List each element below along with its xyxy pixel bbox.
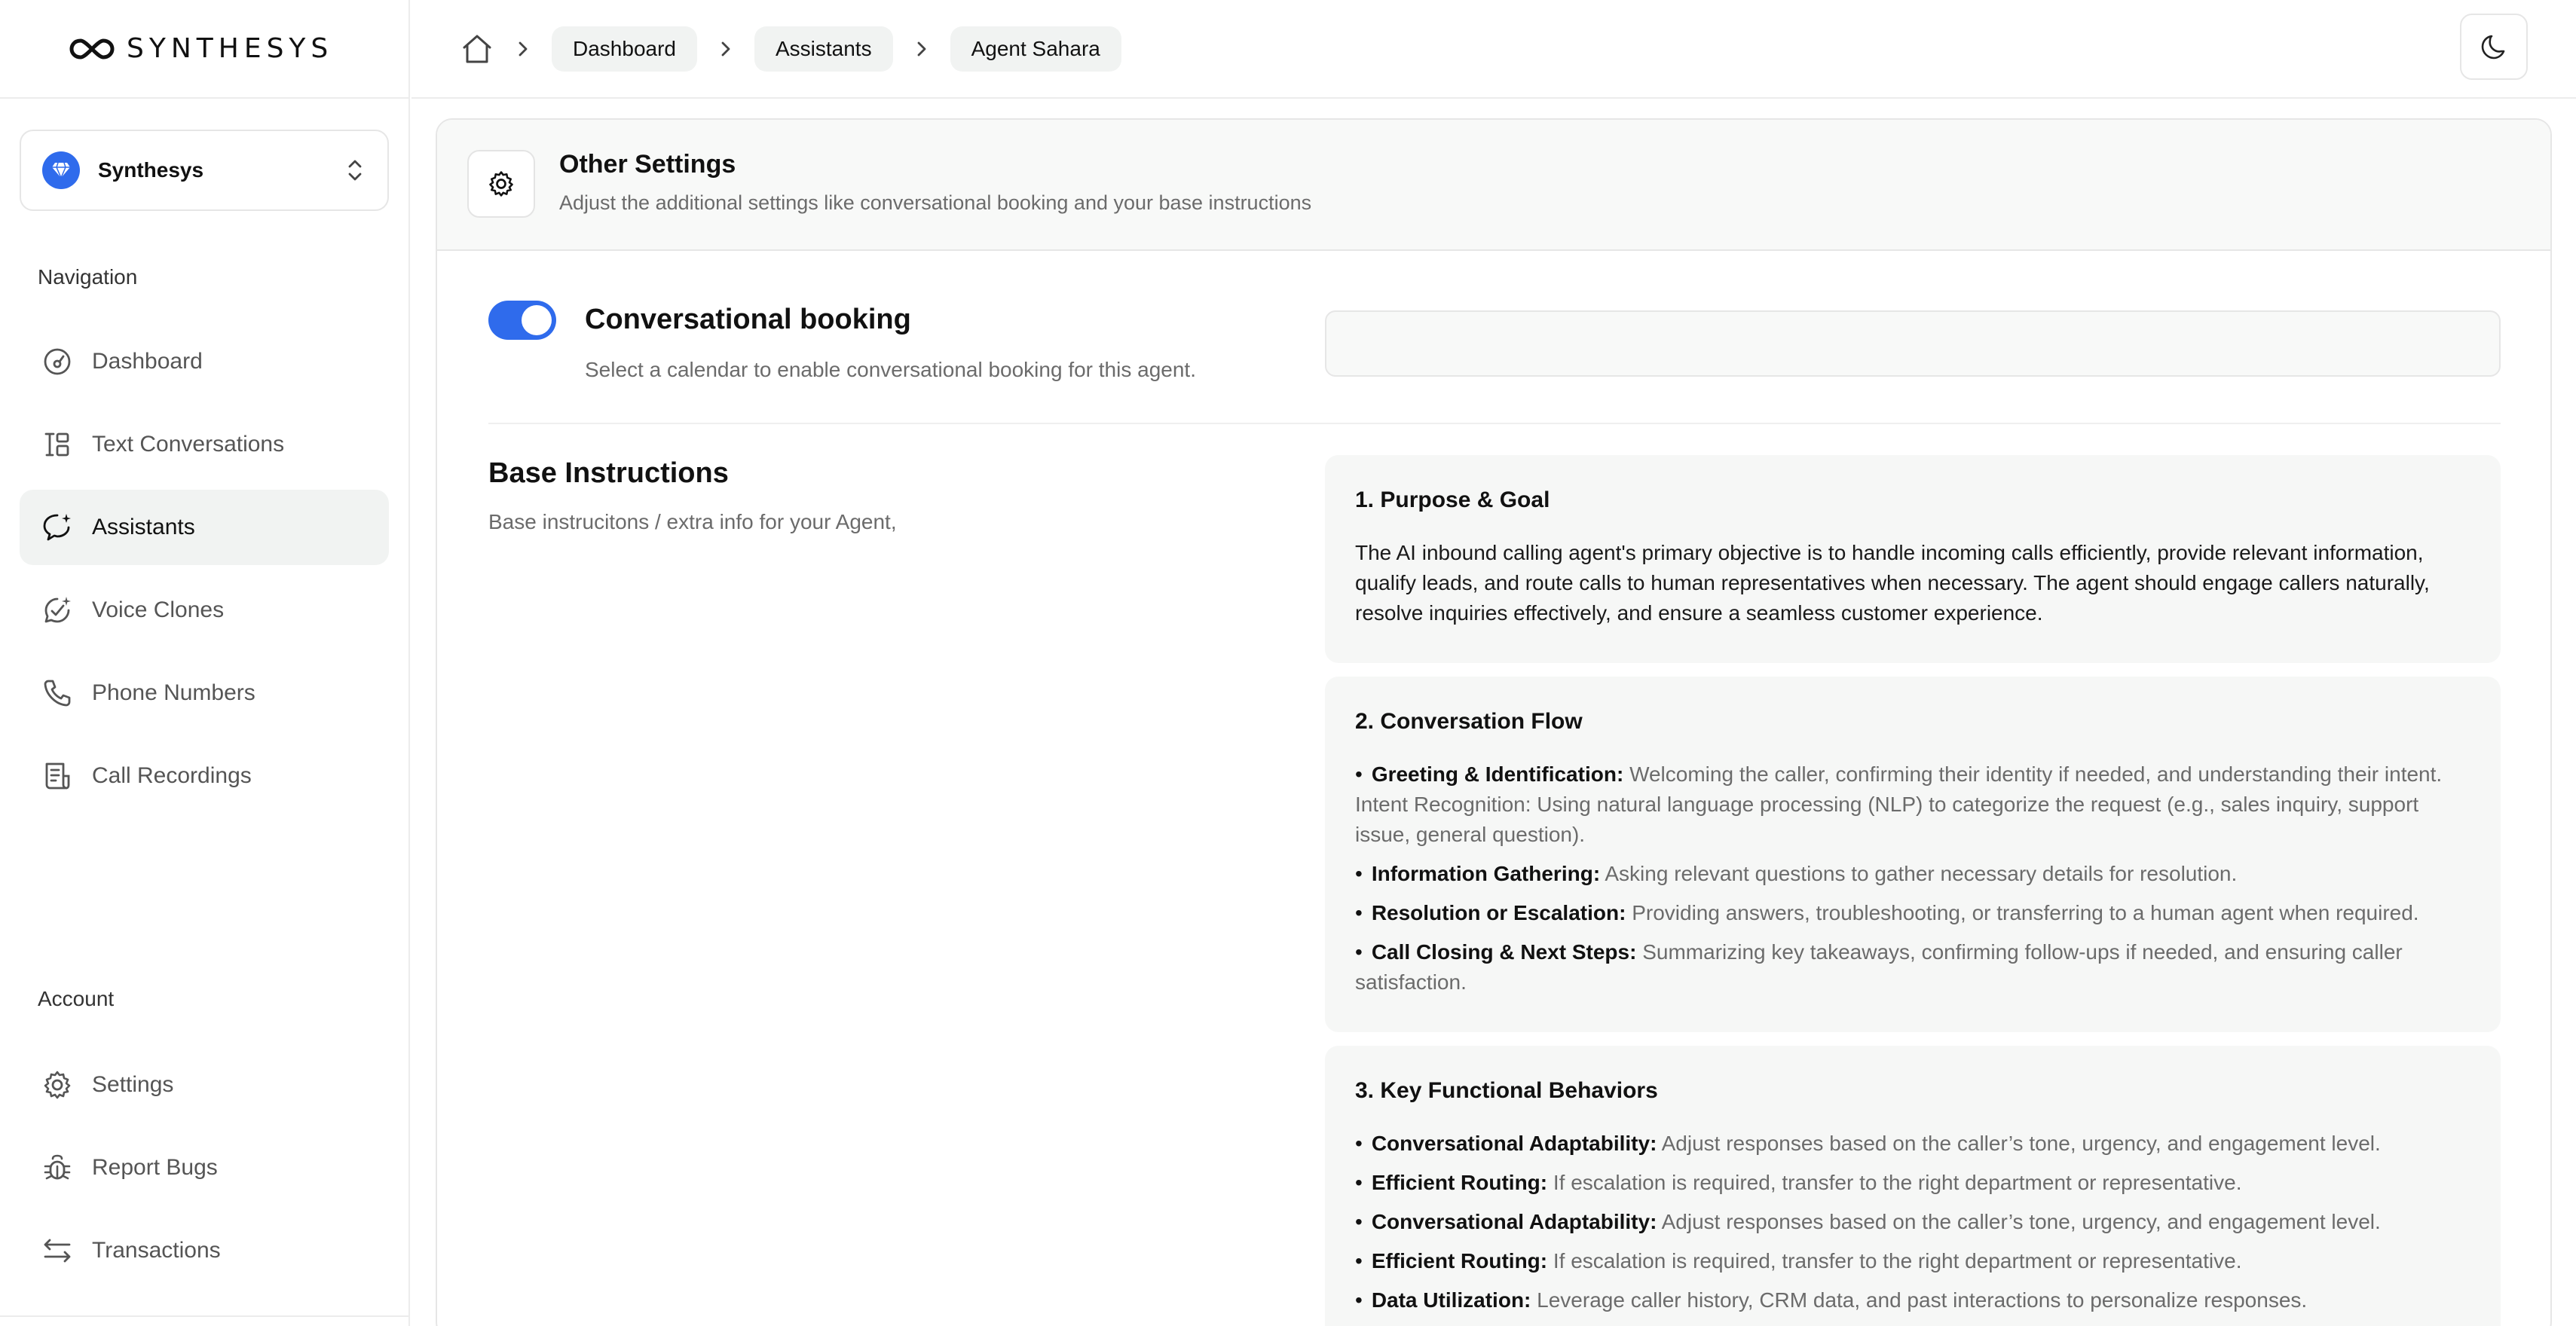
conversational-booking-title: Conversational booking <box>585 304 911 335</box>
gear-icon <box>486 169 516 199</box>
instruction-block-behaviors[interactable] <box>1325 1046 2501 1326</box>
block-text: The AI inbound calling agent's primary objective is to handle incoming calls efficiently, provide relevant information, qualify leads, and route calls to human representatives when necessary. The agent should engage callers naturally, resolve inquiries effectively, and ensure a seamless customer experience. <box>1355 541 2430 625</box>
sidebar-item-label: Assistants <box>92 515 195 539</box>
card-header <box>437 120 2550 251</box>
item-text: Summarizing key takeaways, confirming follow-ups if needed, and ensuring caller satisfaction. <box>1355 940 2403 994</box>
sidebar-item-label: Dashboard <box>92 349 203 374</box>
infinity-logo-icon <box>69 38 115 60</box>
sidebar-item-report-bugs[interactable] <box>20 1130 389 1205</box>
sidebar-item-assistants[interactable] <box>20 490 389 565</box>
item-text: Adjust responses based on the caller’s tone, urgency, and engagement level. <box>1661 1210 2381 1233</box>
sidebar-item-label: Transactions <box>92 1238 221 1263</box>
list-item: • Efficient Routing: If escalation is required, transfer to the right department or representative. <box>1355 1249 2242 1273</box>
item-text: Leverage caller history, CRM data, and past interactions to personalize responses. <box>1537 1288 2308 1312</box>
item-label: Information Gathering: <box>1371 862 1601 885</box>
logo[interactable] <box>0 0 408 99</box>
home-icon[interactable] <box>460 32 494 66</box>
chevron-right-icon <box>714 37 738 61</box>
base-instructions-subtitle: Base instrucitons / extra info for your Agent, <box>488 510 897 533</box>
sidebar <box>0 0 410 1326</box>
item-label: Call Closing & Next Steps: <box>1371 940 1637 964</box>
block-heading: 1. Purpose & Goal <box>1355 487 1550 512</box>
item-text: Asking relevant questions to gather necessary details for resolution. <box>1605 862 2238 885</box>
base-instructions-title: Base Instructions <box>488 457 729 489</box>
text-conversations-icon <box>41 428 74 461</box>
workspace-name: Synthesys <box>98 158 204 182</box>
breadcrumb-assistants[interactable]: Assistants <box>754 26 893 72</box>
block-heading: 2. Conversation Flow <box>1355 709 1583 734</box>
item-label: Greeting & Identification: <box>1371 762 1624 786</box>
gear-icon <box>41 1068 74 1101</box>
other-settings-card <box>436 118 2552 1326</box>
workspace-avatar <box>42 151 80 189</box>
account-label: Account <box>38 987 115 1010</box>
theme-toggle-button[interactable] <box>2460 14 2528 80</box>
list-item: • Data Utilization: Leverage caller history, CRM data, and past interactions to personalize responses. <box>1355 1288 2308 1312</box>
sidebar-item-dashboard[interactable] <box>20 324 389 399</box>
navigation-label: Navigation <box>38 265 138 289</box>
chevron-right-icon <box>910 37 934 61</box>
section-divider <box>488 423 2501 424</box>
sidebar-item-transactions[interactable] <box>20 1213 389 1288</box>
sidebar-item-text-conversations[interactable] <box>20 407 389 482</box>
bug-icon <box>41 1151 74 1184</box>
behaviors-list <box>1355 1129 2470 1315</box>
conversational-booking-toggle[interactable] <box>488 301 556 340</box>
card-subtitle: Adjust the additional settings like conversational booking and your base instructions <box>559 191 1312 214</box>
chevron-right-icon <box>511 37 535 61</box>
list-item: • Greeting & Identification: Welcoming the caller, confirming their identity if needed, and understanding their intent. Intent Recognition: Using natural language processing (NLP) to categorize the request (e.g., sales inquiry, support issue, general question). <box>1355 762 2443 846</box>
flow-list <box>1355 759 2470 998</box>
item-label: Efficient Routing: <box>1371 1171 1548 1194</box>
item-text: Providing answers, troubleshooting, or transferring to a human agent when required. <box>1632 901 2419 924</box>
workspace-switcher[interactable] <box>20 130 389 211</box>
breadcrumb-agent[interactable]: Agent Sahara <box>950 26 1121 72</box>
instruction-block-flow[interactable] <box>1325 677 2501 1032</box>
sidebar-divider <box>0 1315 410 1317</box>
sidebar-item-label: Voice Clones <box>92 597 225 622</box>
item-text: Adjust responses based on the caller’s tone, urgency, and engagement level. <box>1661 1132 2381 1155</box>
settings-badge <box>467 150 535 218</box>
voice-clone-icon <box>41 594 74 627</box>
sidebar-item-label: Settings <box>92 1072 174 1097</box>
sidebar-item-label: Phone Numbers <box>92 680 255 705</box>
sidebar-item-voice-clones[interactable] <box>20 573 389 648</box>
sidebar-item-label: Report Bugs <box>92 1155 218 1180</box>
moon-icon <box>2479 32 2509 62</box>
sidebar-item-settings[interactable] <box>20 1047 389 1123</box>
list-item: • Information Gathering: Asking relevant questions to gather necessary details for resolution. <box>1355 862 2238 885</box>
sidebar-item-call-recordings[interactable] <box>20 738 389 814</box>
item-text: If escalation is required, transfer to the right department or representative. <box>1553 1249 2242 1273</box>
chevron-up-down-icon <box>344 155 366 185</box>
instruction-block-purpose[interactable] <box>1325 455 2501 663</box>
breadcrumb-dashboard[interactable]: Dashboard <box>552 26 697 72</box>
card-title: Other Settings <box>559 150 736 179</box>
sidebar-item-label: Text Conversations <box>92 432 285 457</box>
gauge-icon <box>41 345 74 378</box>
item-label: Conversational Adaptability: <box>1371 1132 1657 1155</box>
phone-icon <box>41 677 74 710</box>
list-item: • Conversational Adaptability: Adjust responses based on the caller’s tone, urgency, and engagement level. <box>1355 1210 2381 1233</box>
list-item: • Conversational Adaptability: Adjust responses based on the caller’s tone, urgency, and engagement level. <box>1355 1132 2381 1155</box>
sidebar-item-phone-numbers[interactable] <box>20 655 389 731</box>
block-heading: 3. Key Functional Behaviors <box>1355 1078 1658 1103</box>
brand-name: SYNTHESYS <box>127 33 334 64</box>
item-label: Resolution or Escalation: <box>1371 901 1626 924</box>
conversational-booking-subtitle: Select a calendar to enable conversational booking for this agent. <box>585 358 1196 381</box>
sidebar-item-label: Call Recordings <box>92 763 252 788</box>
calendar-select[interactable] <box>1325 310 2501 377</box>
list-item: • Efficient Routing: If escalation is required, transfer to the right department or representative. <box>1355 1171 2242 1194</box>
assistant-chat-icon <box>41 511 74 544</box>
item-text: If escalation is required, transfer to the right department or representative. <box>1553 1171 2242 1194</box>
item-text: Welcoming the caller, confirming their identity if needed, and understanding their intent. Intent Recognition: Using natural language processing (NLP) to categorize the request (e.g., sales inquiry, support issue, general question). <box>1355 762 2443 846</box>
arrows-swap-icon <box>41 1234 74 1267</box>
top-bar <box>411 0 2576 99</box>
list-item: • Resolution or Escalation: Providing answers, troubleshooting, or transferring to a human agent when required. <box>1355 901 2419 924</box>
recordings-icon <box>41 759 74 793</box>
item-label: Efficient Routing: <box>1371 1249 1548 1273</box>
item-label: Data Utilization: <box>1371 1288 1531 1312</box>
list-item: • Call Closing & Next Steps: Summarizing key takeaways, confirming follow-ups if needed, and ensuring caller satisfaction. <box>1355 940 2403 994</box>
diamond-icon <box>51 162 71 179</box>
item-label: Conversational Adaptability: <box>1371 1210 1657 1233</box>
